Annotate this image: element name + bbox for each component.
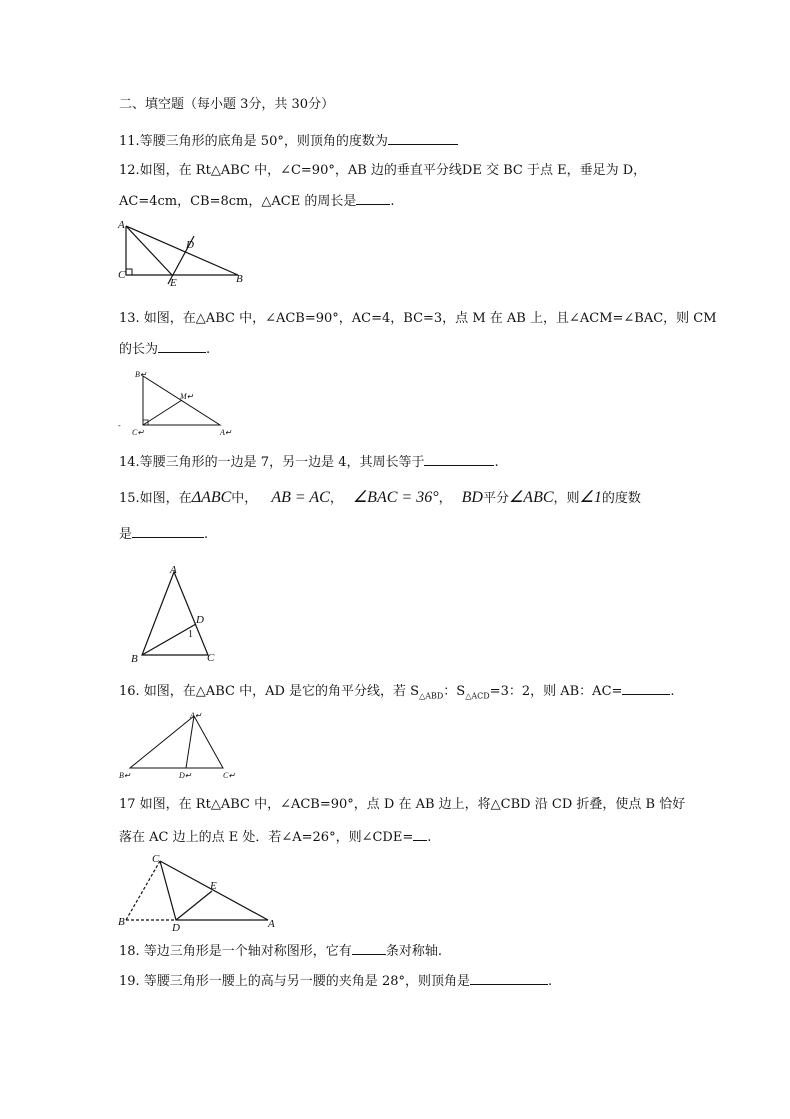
q16-suffix: =3：2，则 AB：AC= [489,684,623,699]
label-E: E [210,880,217,892]
q15-line2-text: 是 [119,527,133,542]
q15-mid1: 中， [231,491,258,506]
label-A: A [118,219,125,231]
svg-text:-: - [118,421,121,430]
q15-prefix: 15.如图，在 [119,491,192,506]
label-A: A [170,564,177,576]
q15-eq1: AB = AC [271,489,330,506]
question-15-line2: 是 . [119,527,209,542]
figure-q17 [118,850,283,934]
label-A: A↵ [220,428,232,437]
figure-q13 [118,368,236,440]
label-D: D [186,239,194,251]
answer-blank [470,972,548,985]
answer-blank [388,132,458,145]
question-18 [119,942,442,961]
figure-q16 [118,706,238,780]
question-17-line1: 17 如图，在 Rt△ABC 中，∠ACB=90°，点 D 在 AB 边上，将△CBD 沿 CD 折叠，使点 B 恰好 [119,797,686,812]
q15-triangle: ΔABC [191,489,232,506]
label-C: C [207,652,215,664]
q16-sub2: △ACD [465,691,490,701]
q15-bd: BD [461,489,483,506]
question-14: 14.等腰三角形的一边是 7，另一边是 4，其周长等于 . [119,455,499,470]
q14-text: 14.等腰三角形的一边是 7，另一边是 4，其周长等于 [119,455,425,470]
label-B: B [236,273,243,285]
answer-blank [622,682,670,695]
figure-q12 [118,218,248,289]
q15-eq2: ∠BAC = 36° [352,489,439,506]
q18-suffix: 条对称轴. [385,944,442,959]
q15-angle1: ∠1 [579,489,602,506]
label-A: A↵ [190,711,202,720]
label-A: A [268,918,275,930]
q13-line2-text: 的长为 [119,342,159,357]
q16-prefix: 16. 如图，在△ABC 中，AD 是它的角平分线，若 S [119,684,420,699]
question-11 [119,132,458,151]
question-13-line2: 的长为 . [119,342,211,357]
label-C: C [152,853,160,865]
question-13-line1: 13. 如图，在△ABC 中，∠ACB=90°，AC=4，BC=3，点 M 在 AB 上，且∠ACM=∠BAC，则 CM [119,311,717,326]
label-B: B↵ [119,771,131,780]
q16-sub1: △ABD [419,691,444,701]
figure-q15 [128,562,228,666]
answer-blank [132,525,204,538]
label-M: M↵ [180,392,194,401]
q15-mid2: 平分 [482,491,509,506]
label-B: B [118,916,125,928]
q15-angle: ∠ABC [508,489,554,506]
label-B: B↵ [135,370,147,379]
question-12-line1: 12.如图，在 Rt△ABC 中，∠C=90°，AB 边的垂直平分线DE 交 BC 于点 E，垂足为 D， [119,163,647,178]
question-19: 19. 等腰三角形一腰上的高与另一腰的夹角是 28°，则顶角是 . [119,974,553,989]
label-B: B [131,653,138,665]
section-title: 二、填空题（每小题 3分，共 30分） [119,97,335,112]
label-D: D [172,922,180,934]
label-C: C [118,269,126,281]
answer-blank [424,453,494,466]
label-E: E [170,277,177,289]
answer-blank [352,942,386,955]
question-15-line1: 15.如图，在ΔABC中， AB = AC， ∠BAC = 36°， BD平分∠ABC，则∠1的度数 [119,489,641,506]
q17-line2-text: 落在 AC 边上的点 E 处．若∠A=26°，则∠CDE= [119,830,414,845]
q19-text: 19. 等腰三角形一腰上的高与另一腰的夹角是 28°，则顶角是 [119,974,470,989]
label-D: D↵ [179,771,192,780]
q15-suffix: 的度数 [601,491,641,506]
label-D: D [196,614,204,626]
answer-blank [158,340,206,353]
label-C: C↵ [223,771,236,780]
label-C: C↵ [132,428,145,437]
question-12-line2: AC=4cm，CB=8cm，△ACE 的周长是 . [119,194,395,209]
question-16: 16. 如图，在△ABC 中，AD 是它的角平分线，若 $S_{\triangle ABD}$：$S_{\triangle ACD}=3$：2，则 AB：AC= . [119,684,675,701]
label-1: 1 [188,629,193,640]
question-17-line2: 落在 AC 边上的点 E 处．若∠A=26°，则∠CDE= . [119,830,432,845]
answer-blank [413,828,427,841]
q15-mid3: ，则 [553,491,580,506]
q11-text: 11.等腰三角形的底角是 50°，则顶角的度数为 [119,134,388,149]
q16-mid: ：S [443,684,466,699]
q12-line2-text: AC=4cm，CB=8cm，△ACE 的周长是 [119,194,357,209]
answer-blank [356,192,390,205]
q18-text: 18. 等边三角形是一个轴对称图形，它有 [119,944,352,959]
